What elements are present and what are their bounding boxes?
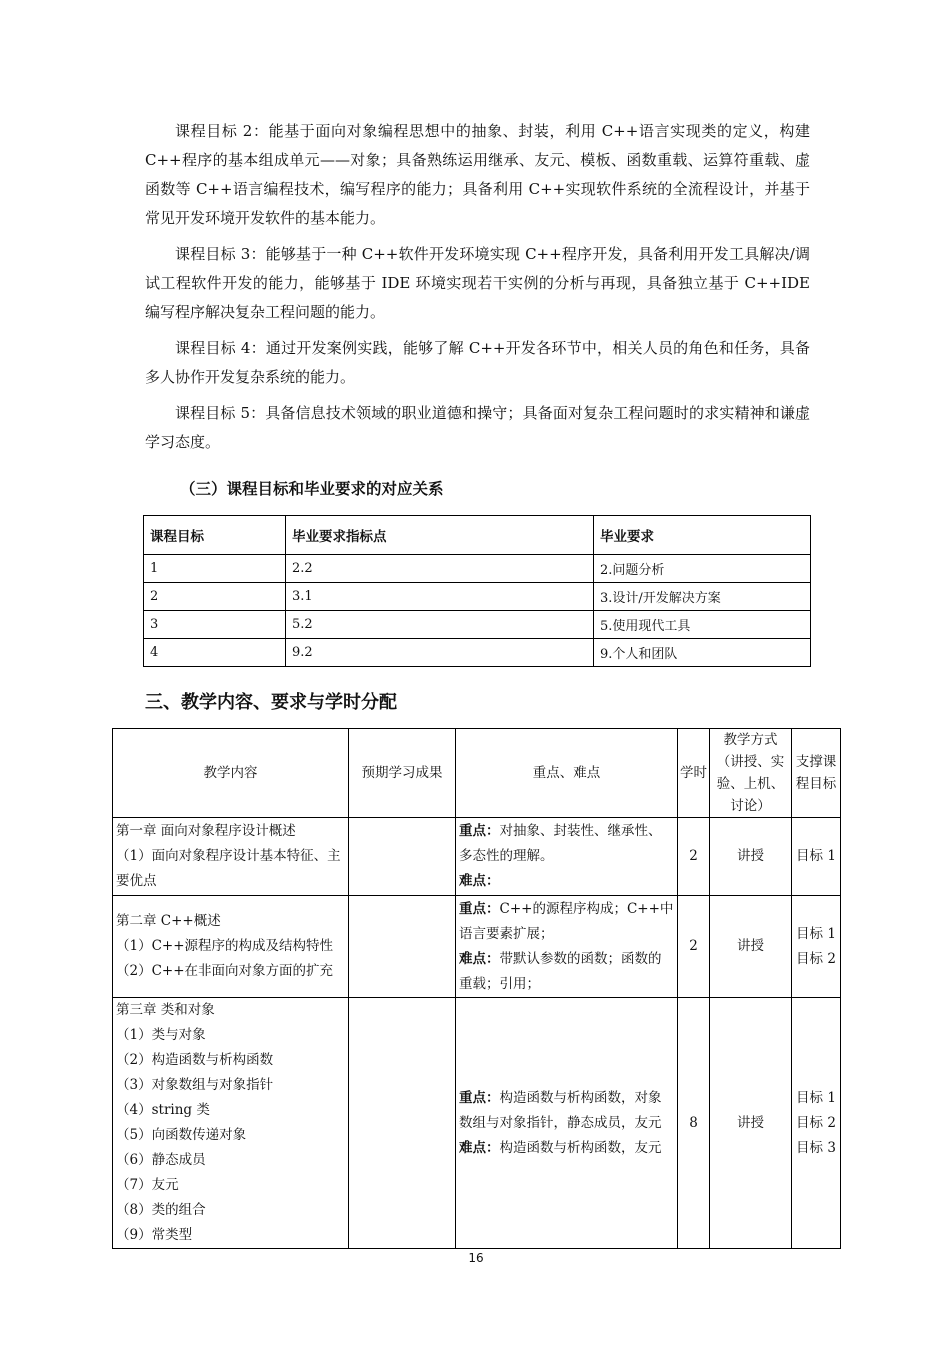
table-row (144, 583, 811, 611)
goal-paragraph-5: 课程目标 5：具备信息技术领域的职业道德和操守；具备面对复杂工程问题时的求实精神和谦虚学习态度。 (145, 404, 810, 451)
header-targets: 支撑课程目标 (792, 729, 841, 818)
cell-outcome (349, 896, 456, 998)
header-course-goal: 课程目标 (144, 516, 286, 555)
cell-key-difficulty (456, 998, 678, 1249)
chapter-line: 第一章 面向对象程序设计概述 (116, 823, 296, 839)
cell-outcome (349, 998, 456, 1249)
cell-content (113, 818, 349, 896)
cell-key-difficulty (456, 896, 678, 998)
chapter-line: （6）静态成员 (116, 1152, 206, 1168)
difficulty-text: 构造函数与析构函数，友元 (499, 1139, 662, 1156)
cell-indicator: 9.2 (286, 639, 594, 667)
cell-hours: 2 (678, 896, 710, 998)
cell-targets (792, 896, 841, 998)
cell-targets (792, 998, 841, 1249)
target-line: 目标 1 (796, 925, 836, 942)
key-text: 对抽象、封装性、继承性、多态性的理解。 (459, 823, 662, 864)
cell-goal: 2 (144, 583, 286, 611)
chapter-line: （4）string 类 (116, 1102, 210, 1118)
cell-requirement: 9.个人和团队 (594, 639, 811, 667)
table-row (113, 818, 841, 896)
chapter-line: （1）面向对象程序设计基本特征、主要优点 (116, 848, 341, 889)
chapter-line: （9）常类型 (116, 1227, 193, 1243)
target-line: 目标 2 (796, 950, 836, 967)
goal-paragraph-4: 课程目标 4：通过开发案例实践，能够了解 C++开发各环节中，相关人员的角色和任务，具备多人协作开发复杂系统的能力。 (145, 339, 810, 386)
table-row (113, 998, 841, 1249)
header-outcome: 预期学习成果 (349, 729, 456, 818)
goal-mapping-table (143, 515, 811, 667)
cell-goal: 1 (144, 555, 286, 583)
table-row (144, 639, 811, 667)
key-text: C++的源程序构成；C++中语言要素扩展； (459, 900, 674, 942)
page-number: 16 (468, 1251, 484, 1265)
cell-indicator: 3.1 (286, 583, 594, 611)
chapter-line: （8）类的组合 (116, 1202, 206, 1218)
difficulty-label: 难点： (459, 1139, 500, 1156)
chapter-line: （2）构造函数与析构函数 (116, 1052, 274, 1068)
mapping-section-title: （三）课程目标和毕业要求的对应关系 (180, 479, 444, 498)
header-key-difficulty: 重点、难点 (456, 729, 678, 818)
key-text: 构造函数与析构函数，对象数组与对象指针，静态成员，友元 (459, 1089, 662, 1131)
cell-content (113, 998, 349, 1249)
chapter-line: （5）向函数传递对象 (116, 1127, 247, 1143)
difficulty-label: 难点： (459, 873, 500, 889)
cell-goal: 3 (144, 611, 286, 639)
goal-paragraph-2: 课程目标 2：能基于面向对象编程思想中的抽象、封装，利用 C++语言实现类的定义，构建 C++程序的基本组成单元——对象；具备熟练运用继承、友元、模板、函数重载、运算符重载、虚函数等 C++语言编程技术，编写程序的能力；具备利用 C++实现软件系统的全流程设计，并基于常见开发环境开发软件的基本能力。 (145, 122, 810, 227)
target-line: 目标 3 (796, 1139, 836, 1156)
teaching-content-table (112, 728, 841, 1249)
chapter-line: （2）C++在非面向对象方面的扩充 (116, 963, 334, 979)
cell-indicator: 2.2 (286, 555, 594, 583)
header-method: 教学方式（讲授、实验、上机、讨论） (710, 729, 792, 818)
cell-requirement: 2.问题分析 (594, 555, 811, 583)
target-line: 目标 2 (796, 1114, 836, 1131)
cell-method: 讲授 (710, 818, 792, 896)
cell-requirement: 5.使用现代工具 (594, 611, 811, 639)
key-label: 重点： (459, 823, 500, 839)
cell-method: 讲授 (710, 896, 792, 998)
cell-targets (792, 818, 841, 896)
cell-requirement: 3.设计/开发解决方案 (594, 583, 811, 611)
difficulty-text: 带默认参数的函数；函数的重载；引用； (459, 950, 662, 992)
key-label: 重点： (459, 900, 500, 917)
table-header-row (113, 729, 841, 818)
target-line: 目标 1 (796, 848, 836, 864)
cell-key-difficulty (456, 818, 678, 896)
chapter-line: 第二章 C++概述 (116, 913, 221, 929)
cell-indicator: 5.2 (286, 611, 594, 639)
table-row (144, 611, 811, 639)
chapter-line: （1）C++源程序的构成及结构特性 (116, 938, 334, 954)
table-header-row (144, 516, 811, 555)
table-row (144, 555, 811, 583)
header-content: 教学内容 (113, 729, 349, 818)
cell-content (113, 896, 349, 998)
target-line: 目标 1 (796, 1089, 836, 1106)
difficulty-label: 难点： (459, 950, 500, 967)
chapter-line: （3）对象数组与对象指针 (116, 1077, 274, 1093)
cell-hours: 8 (678, 998, 710, 1249)
header-hours: 学时 (678, 729, 710, 818)
table-row (113, 896, 841, 998)
goal-paragraph-3: 课程目标 3：能够基于一种 C++软件开发环境实现 C++程序开发，具备利用开发工具解决/调试工程软件开发的能力，能够基于 IDE 环境实现若干实例的分析与再现，具备独立基于 C++IDE 编写程序解决复杂工程问题的能力。 (145, 245, 810, 321)
cell-goal: 4 (144, 639, 286, 667)
cell-hours: 2 (678, 818, 710, 896)
chapter-line: （7）友元 (116, 1177, 179, 1193)
cell-method: 讲授 (710, 998, 792, 1249)
content-section-title: 三、教学内容、要求与学时分配 (145, 692, 397, 713)
cell-outcome (349, 818, 456, 896)
header-requirement: 毕业要求 (594, 516, 811, 555)
header-indicator: 毕业要求指标点 (286, 516, 594, 555)
chapter-line: （1）类与对象 (116, 1027, 206, 1043)
key-label: 重点： (459, 1089, 500, 1106)
chapter-line: 第三章 类和对象 (116, 1002, 215, 1018)
